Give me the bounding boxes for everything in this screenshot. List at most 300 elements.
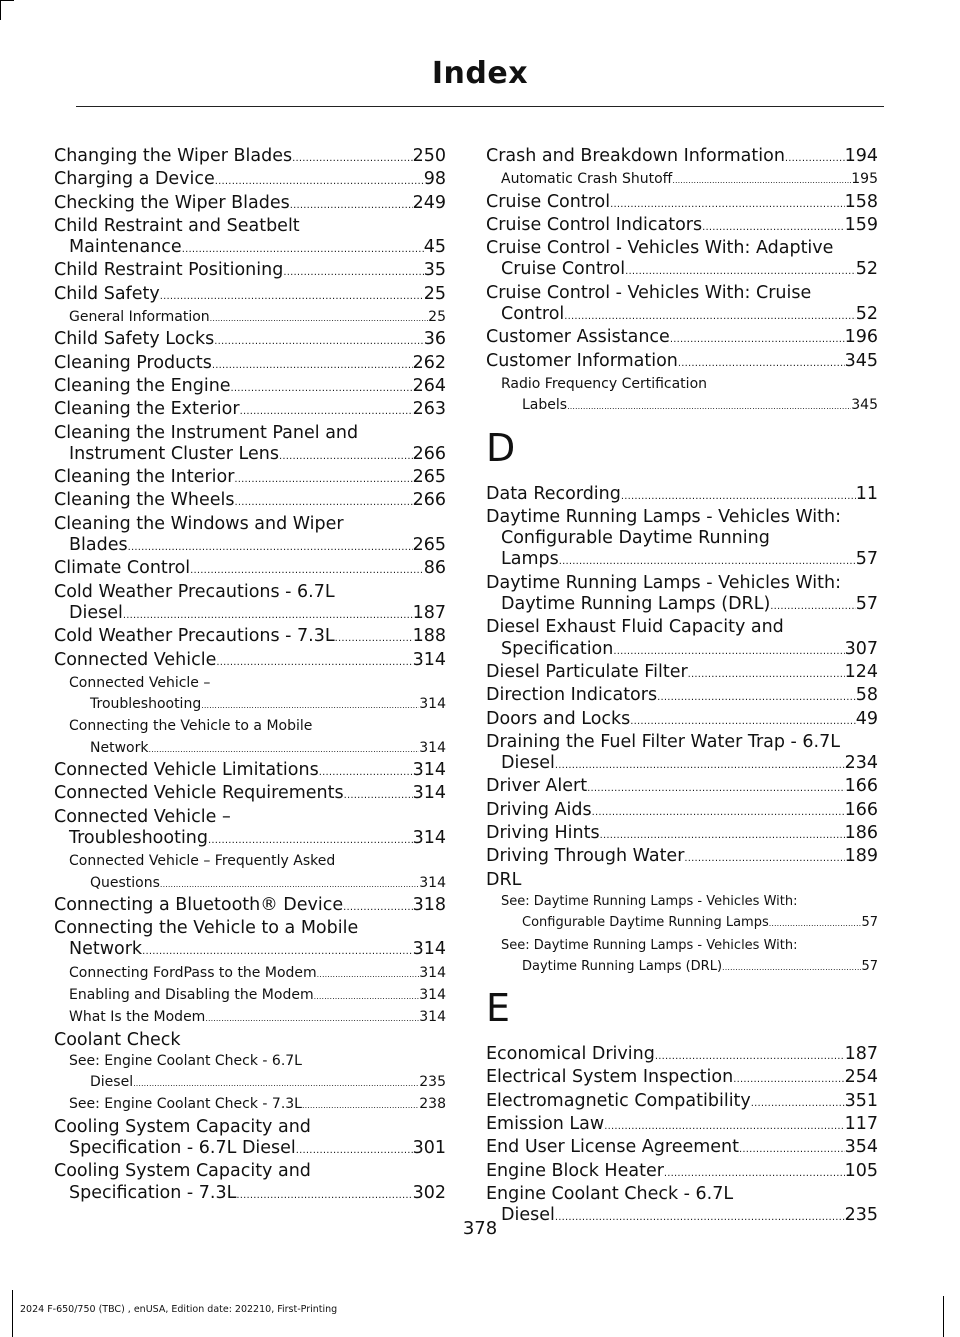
entry-line (54, 329, 446, 352)
entry-label: Connecting the Vehicle to a Mobile (54, 918, 359, 939)
dot-leader (702, 217, 845, 238)
entry-line (54, 558, 446, 581)
entry-label: Engine Block Heater (486, 1160, 664, 1181)
entry-page-number: 262 (412, 352, 446, 373)
index-subentry[interactable] (54, 1094, 446, 1116)
entry-page-number: 25 (428, 309, 446, 326)
entry-page-number: 314 (412, 783, 446, 804)
index-entry[interactable] (486, 709, 878, 732)
index-entry[interactable] (486, 146, 878, 169)
entry-line (486, 238, 878, 259)
entry-line (486, 753, 878, 776)
entry-page-number: 186 (844, 823, 878, 844)
index-entry[interactable] (54, 807, 446, 852)
entry-line (486, 776, 878, 799)
dot-leader (610, 194, 845, 215)
entry-line (54, 216, 446, 237)
dot-leader (160, 874, 419, 895)
entry-label: General Information (69, 309, 210, 326)
crop-mark-bottom-right (943, 1296, 944, 1337)
index-entry[interactable] (54, 1161, 446, 1206)
index-entry[interactable] (54, 1117, 446, 1162)
dot-leader (670, 329, 845, 350)
index-column-left (54, 146, 446, 1206)
entry-label: Connected Vehicle – Frequently Asked (69, 853, 336, 870)
index-subentry[interactable] (486, 374, 878, 418)
entry-page-number: 124 (844, 661, 878, 682)
index-entry[interactable] (54, 353, 446, 376)
entry-page-number: 314 (419, 964, 446, 981)
entry-line (54, 444, 446, 467)
entry-page-number: 188 (412, 626, 446, 647)
entry-label: Cooling System Capacity and (54, 1116, 311, 1137)
index-entry[interactable] (486, 800, 878, 823)
dot-leader (625, 261, 856, 282)
dot-leader (722, 957, 861, 978)
dot-leader (234, 492, 412, 513)
dot-leader (292, 148, 412, 169)
entry-line (501, 912, 878, 934)
entry-page-number: 35 (423, 260, 446, 281)
index-entry[interactable] (486, 685, 878, 708)
entry-line (54, 939, 446, 962)
index-entry[interactable] (486, 573, 878, 618)
index-entry[interactable] (486, 283, 878, 328)
entry-line (69, 851, 446, 872)
index-entry[interactable] (54, 467, 446, 490)
entry-line (501, 935, 878, 956)
index-entry[interactable] (486, 846, 878, 869)
entry-line (54, 514, 446, 535)
entry-label: Driver Alert (486, 776, 588, 797)
entry-line (486, 846, 878, 869)
dot-leader (160, 286, 424, 307)
entry-label: Connected Vehicle (54, 649, 217, 670)
index-entry[interactable] (486, 351, 878, 374)
dot-leader (587, 778, 845, 799)
entry-label: Configurable Daytime Running Lamps (522, 915, 769, 931)
entry-label: Electromagnetic Compatibility (486, 1090, 751, 1111)
entry-line (69, 307, 446, 329)
index-subentry[interactable] (486, 169, 878, 191)
dot-leader (216, 652, 412, 673)
index-entry[interactable] (486, 823, 878, 846)
entry-label: See: Daytime Running Lamps - Vehicles With: (501, 937, 798, 953)
entry-line (69, 1051, 446, 1072)
dot-leader (283, 262, 423, 283)
entry-line (501, 374, 878, 395)
entry-label: Instrument Cluster Lens (69, 443, 279, 464)
entry-line (54, 237, 446, 260)
index-entry[interactable] (54, 514, 446, 559)
page-title: Index (431, 56, 529, 91)
index-entry[interactable] (486, 327, 878, 350)
entry-label: Connected Vehicle – (54, 806, 231, 827)
entry-line (54, 1117, 446, 1138)
dot-leader (630, 711, 855, 732)
entry-line (486, 732, 878, 753)
entry-page-number: 314 (419, 696, 446, 713)
entry-page-number: 117 (844, 1113, 878, 1134)
index-entry[interactable] (54, 895, 446, 918)
entry-page-number: 314 (419, 739, 446, 756)
entry-page-number: 314 (419, 874, 446, 891)
entry-page-number: 86 (423, 558, 446, 579)
index-entry[interactable] (54, 423, 446, 468)
entry-line (486, 528, 878, 549)
entry-line (69, 963, 446, 985)
entry-line (69, 738, 446, 760)
index-entry[interactable] (486, 215, 878, 238)
index-entry[interactable] (54, 918, 446, 963)
entry-label: Diesel (501, 753, 555, 774)
entry-page-number: 249 (412, 192, 446, 213)
dot-leader (672, 170, 851, 191)
entry-page-number: 345 (851, 397, 878, 414)
entry-page-number: 314 (412, 760, 446, 781)
entry-page-number: 98 (423, 169, 446, 190)
dot-leader (657, 687, 856, 708)
entry-line (486, 215, 878, 238)
index-entry[interactable] (486, 507, 878, 573)
index-entry[interactable] (54, 376, 446, 399)
entry-label: Cruise Control (486, 191, 611, 212)
dot-leader (655, 1046, 845, 1067)
dot-leader (555, 755, 845, 776)
index-entry[interactable] (486, 1067, 878, 1090)
entry-page-number: 266 (412, 490, 446, 511)
entry-label: Cleaning the Windows and Wiper (54, 513, 344, 534)
dot-leader (343, 897, 412, 918)
entry-label: Cold Weather Precautions - 6.7L (54, 581, 335, 602)
entry-label: Specification - 7.3L (69, 1182, 237, 1203)
dot-leader (215, 171, 424, 192)
entry-line (54, 626, 446, 649)
entry-page-number: 166 (844, 776, 878, 797)
entry-label: Direction Indicators (486, 685, 658, 706)
entry-page-number: 314 (412, 827, 446, 848)
entry-line (486, 304, 878, 327)
index-entry[interactable] (54, 193, 446, 216)
entry-label: Maintenance (69, 237, 182, 258)
entry-label: Changing the Wiper Blades (54, 146, 293, 166)
entry-line (69, 694, 446, 716)
entry-line (54, 1161, 446, 1182)
dot-leader (319, 762, 413, 783)
index-subentry[interactable] (486, 891, 878, 935)
entry-page-number: 159 (844, 214, 878, 235)
dot-leader (208, 830, 413, 851)
index-entry[interactable] (486, 1161, 878, 1184)
index-entry[interactable] (486, 617, 878, 662)
entry-label: Child Safety (54, 283, 160, 304)
dot-leader (739, 1139, 845, 1160)
crop-mark-bottom-left (12, 1290, 13, 1337)
entry-page-number: 105 (844, 1160, 878, 1181)
entry-line (486, 1114, 878, 1137)
dot-leader (210, 308, 429, 329)
entry-label: Climate Control (54, 558, 191, 579)
entry-line (486, 617, 878, 638)
index-entry[interactable] (54, 169, 446, 192)
entry-line (501, 956, 878, 978)
index-entry[interactable] (54, 626, 446, 649)
index-subentry[interactable] (54, 985, 446, 1007)
entry-label: Cooling System Capacity and (54, 1161, 311, 1182)
entry-line (486, 507, 878, 528)
index-entry[interactable] (54, 260, 446, 283)
entry-label: Lamps (501, 549, 559, 570)
entry-line (54, 918, 446, 939)
entry-label: Diesel (90, 1074, 134, 1091)
footer-edition-info: 2024 F-650/750 (TBC) , enUSA, Edition date: 202210, First-Printing (20, 1304, 338, 1315)
entry-label: Customer Information (486, 350, 678, 371)
entry-label: Checking the Wiper Blades (54, 192, 290, 213)
entry-label: Cruise Control - Vehicles With: Adaptive (486, 238, 834, 259)
entry-line (69, 873, 446, 895)
index-entry[interactable] (54, 399, 446, 422)
index-subentry[interactable] (54, 673, 446, 717)
entry-line (54, 807, 446, 828)
entry-line (54, 1183, 446, 1206)
entry-label: Specification - 6.7L Diesel (69, 1138, 296, 1159)
dot-leader (684, 848, 844, 869)
entry-page-number: 238 (419, 1096, 446, 1113)
dot-leader (785, 148, 845, 169)
entry-label: Enabling and Disabling the Modem (69, 986, 314, 1003)
section-letter: D (486, 425, 516, 470)
dot-leader (613, 641, 844, 662)
index-subentry[interactable] (54, 307, 446, 329)
index-entry[interactable] (54, 650, 446, 673)
dot-leader (678, 353, 845, 374)
dot-leader (564, 306, 855, 327)
index-entry[interactable] (486, 1091, 878, 1114)
entry-line (69, 985, 446, 1007)
entry-line (69, 673, 446, 694)
entry-line (54, 399, 446, 422)
entry-line (54, 895, 446, 918)
entry-label: Diesel Particulate Filter (486, 661, 688, 682)
dot-leader (604, 1116, 844, 1137)
index-entry[interactable] (486, 1137, 878, 1160)
entry-label: Cleaning the Engine (54, 375, 231, 396)
index-entry[interactable] (486, 1044, 878, 1067)
entry-page-number: 194 (844, 146, 878, 166)
dot-leader (751, 1093, 845, 1114)
entry-label: Cleaning Products (54, 352, 212, 373)
entry-line (486, 573, 878, 594)
entry-label: Cold Weather Precautions - 7.3L (54, 626, 335, 647)
entry-page-number: 52 (855, 259, 878, 280)
index-subentry[interactable] (54, 716, 446, 760)
entry-label: End User License Agreement (486, 1137, 739, 1158)
entry-label: Connecting the Vehicle to a Mobile (69, 718, 313, 735)
index-entry[interactable] (486, 1114, 878, 1137)
entry-label: Data Recording (486, 483, 621, 504)
dot-leader (302, 1095, 419, 1116)
entry-page-number: 345 (844, 350, 878, 371)
crop-mark-top-left (0, 0, 1, 20)
dot-leader (600, 825, 845, 846)
entry-line (69, 716, 446, 737)
entry-label: Control (501, 304, 565, 325)
entry-page-number: 264 (412, 375, 446, 396)
entry-label: Diesel Exhaust Fluid Capacity and (486, 617, 784, 638)
entry-line (486, 1067, 878, 1090)
entry-line (54, 783, 446, 806)
index-subentry[interactable] (54, 1051, 446, 1095)
entry-line (486, 1161, 878, 1184)
entry-label: Cruise Control Indicators (486, 214, 703, 235)
entry-line (501, 169, 878, 191)
index-subentry[interactable] (54, 1007, 446, 1029)
entry-label: Labels (522, 397, 568, 414)
entry-line (486, 685, 878, 708)
entry-label: Diesel (69, 602, 123, 623)
dot-leader (664, 1163, 845, 1184)
entry-label: Troubleshooting (69, 827, 209, 848)
index-entry[interactable] (486, 238, 878, 283)
entry-label: Specification (501, 638, 614, 659)
entry-label: Connecting FordPass to the Modem (69, 964, 317, 981)
entry-line (54, 1138, 446, 1161)
index-entry[interactable] (54, 216, 446, 261)
index-entry[interactable] (486, 870, 878, 891)
entry-page-number: 314 (419, 1009, 446, 1026)
dot-leader (182, 239, 424, 260)
entry-line (486, 1044, 878, 1067)
entry-line (54, 467, 446, 490)
entry-label: Daytime Running Lamps (DRL) (501, 594, 771, 615)
index-entry[interactable] (54, 490, 446, 513)
entry-page-number: 195 (851, 171, 878, 188)
dot-leader (234, 469, 412, 490)
entry-page-number: 234 (844, 753, 878, 774)
entry-page-number: 351 (844, 1090, 878, 1111)
entry-page-number: 263 (412, 399, 446, 420)
entry-page-number: 354 (844, 1137, 878, 1158)
entry-label: Troubleshooting (90, 696, 202, 713)
dot-leader (212, 355, 413, 376)
entry-line (486, 800, 878, 823)
entry-page-number: 49 (855, 708, 878, 729)
entry-label: Cleaning the Wheels (54, 490, 235, 511)
index-entry[interactable] (486, 484, 878, 507)
index-entry[interactable] (54, 1030, 446, 1051)
index-entry[interactable] (486, 776, 878, 799)
entry-label: Daytime Running Lamps (DRL) (522, 958, 723, 974)
title-rule (76, 106, 884, 107)
entry-label: Crash and Breakdown Information (486, 146, 785, 166)
entry-line (486, 709, 878, 732)
entry-line (54, 193, 446, 216)
entry-page-number: 57 (855, 549, 878, 570)
entry-label: What Is the Modem (69, 1009, 206, 1026)
dot-leader (688, 664, 845, 685)
entry-label: Connected Vehicle – (69, 674, 211, 691)
entry-page-number: 187 (844, 1044, 878, 1065)
entry-page-number: 58 (855, 685, 878, 706)
entry-page-number: 302 (412, 1182, 446, 1203)
index-entry[interactable] (54, 146, 446, 169)
entry-line (54, 490, 446, 513)
entry-line (486, 549, 878, 572)
entry-line (54, 603, 446, 626)
entry-page-number: 314 (412, 939, 446, 960)
index-column-right (486, 146, 878, 1228)
entry-label: DRL (486, 869, 522, 890)
entry-line (486, 484, 878, 507)
entry-line (54, 423, 446, 444)
entry-line (486, 146, 878, 169)
entry-label: Cruise Control (501, 259, 626, 280)
entry-label: Cleaning the Instrument Panel and (54, 422, 359, 443)
index-subentry[interactable] (54, 963, 446, 985)
index-entry[interactable] (486, 192, 878, 215)
entry-line (54, 828, 446, 851)
index-entry[interactable] (54, 329, 446, 352)
entry-line (486, 594, 878, 617)
entry-label: Driving Through Water (486, 846, 685, 867)
index-subentry[interactable] (54, 851, 446, 895)
index-entry[interactable] (486, 732, 878, 777)
dot-leader (592, 802, 845, 823)
entry-line (54, 353, 446, 376)
entry-label: Economical Driving (486, 1044, 655, 1065)
index-entry[interactable] (486, 662, 878, 685)
dot-leader (123, 605, 413, 626)
dot-leader (236, 1185, 412, 1206)
entry-label: Automatic Crash Shutoff (501, 171, 673, 188)
entry-line (54, 650, 446, 673)
dot-leader (567, 396, 851, 417)
index-subentry[interactable] (486, 935, 878, 979)
entry-label: Daytime Running Lamps - Vehicles With: (486, 572, 842, 593)
entry-line (54, 760, 446, 783)
entry-label: Cleaning the Exterior (54, 399, 240, 420)
entry-label: Child Restraint and Seatbelt (54, 215, 300, 236)
entry-label: Network (69, 939, 143, 960)
entry-line (486, 192, 878, 215)
entry-line (501, 395, 878, 417)
dot-leader (621, 486, 856, 507)
entry-label: Connecting a Bluetooth® Device (54, 894, 344, 915)
entry-line (486, 327, 878, 350)
index-entry[interactable] (54, 558, 446, 581)
entry-line (54, 582, 446, 603)
entry-page-number: 235 (844, 1205, 878, 1226)
entry-line (69, 1072, 446, 1094)
index-entry[interactable] (54, 760, 446, 783)
index-entry[interactable] (54, 582, 446, 627)
entry-line (69, 1094, 446, 1116)
entry-page-number: 52 (855, 304, 878, 325)
entry-line (486, 662, 878, 685)
entry-line (486, 283, 878, 304)
entry-page-number: 166 (844, 799, 878, 820)
entry-line (54, 146, 446, 169)
index-entry[interactable] (54, 783, 446, 806)
entry-label: Customer Assistance (486, 327, 670, 348)
entry-page-number: 307 (844, 638, 878, 659)
index-entry[interactable] (54, 284, 446, 307)
entry-page-number: 189 (844, 846, 878, 867)
entry-page-number: 57 (861, 915, 878, 931)
dot-leader (148, 739, 419, 760)
entry-label: Diesel (501, 1205, 555, 1226)
entry-line (54, 169, 446, 192)
